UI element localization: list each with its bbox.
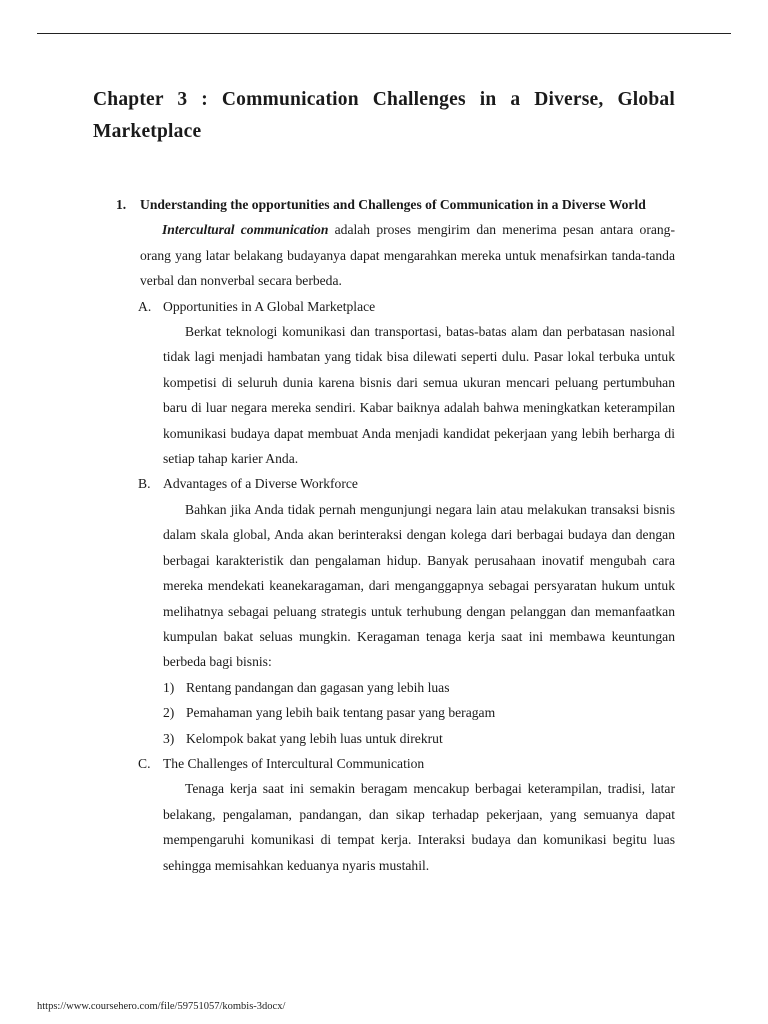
subsection-a-heading [138, 294, 675, 319]
list-item-number: 3) [163, 730, 175, 746]
subsection-a-title: Opportunities in A Global Marketplace [163, 298, 376, 314]
list-item-text: Rentang pandangan dan gagasan yang lebih luas [186, 679, 450, 695]
subsection-b-title: Advantages of a Diverse Workforce [163, 476, 358, 492]
subsection-a [138, 294, 675, 472]
section-1-intro [140, 217, 675, 293]
document-page [93, 84, 675, 878]
subsection-b-body: Bahkan jika Anda tidak pernah mengunjungi negara lain atau melakukan transaksi bisnis dalam skala global, Anda akan berinteraksi dengan kolega dari berbagai budaya dan dengan berbagai karakteristik dan pengalaman hidup. Banyak perusahaan inovatif mengubah cara mereka mendekati keanekaragaman, dari menganggapnya sebagai persyaratan hukum untuk melihatnya sebagai peluang strategis untuk terhubung dengan pelanggan dan memanfaatkan kumpulan bakat seluas mungkin. Keragaman tenaga kerja saat ini membawa keuntungan berbeda bagi bisnis: [163, 501, 675, 670]
list-item-text: Pemahaman yang lebih baik tentang pasar yang beragam [186, 705, 496, 721]
subsection-b-heading [138, 471, 675, 496]
subsection-a-body: Berkat teknologi komunikasi dan transportasi, batas-batas alam dan perbatasan nasional tidak lagi menjadi hambatan yang tidak bisa dilewati seperti dulu. Pasar lokal terbuka untuk kompetisi di seluruh dunia karena bisnis dari semua ukuran mencari peluang pertumbuhan baru di luar negara mereka sendiri. Kabar baiknya adalah bahwa meningkatkan keterampilan komunikasi budaya dapat membuat Anda menjadi kandidat pekerjaan yang lebih berharga di setiap tahap karier Anda. [163, 324, 675, 467]
advantages-list [163, 675, 675, 751]
list-item [163, 726, 675, 751]
subsection-c [138, 751, 675, 878]
subsection-c-title: The Challenges of Intercultural Communication [163, 755, 425, 771]
subsection-c-body: Tenaga kerja saat ini semakin beragam mencakup berbagai keterampilan, tradisi, latar belakang, pengalaman, pandangan, dan sikap terhadap pekerjaan, yang semuanya dapat mempengaruhi komunikasi di tempat kerja. Interaksi budaya dan komunikasi begitu luas sehingga memisahkan keduanya nyaris mustahil. [163, 781, 675, 873]
header-rule [37, 33, 731, 34]
chapter-title: Chapter 3 : Communication Challenges in a Diverse, Global Marketplace [93, 89, 675, 142]
list-item-number: 1) [163, 679, 175, 695]
subsection-c-heading [138, 751, 675, 776]
subsection-b [138, 471, 675, 750]
intro-text: adalah proses mengirim dan menerima pesan antara orang-orang yang latar belakang budayanya dapat mengarahkan mereka untuk menafsirkan tanda-tanda verbal dan nonverbal secara berbeda. [140, 222, 675, 289]
subsection-a-letter: A. [138, 298, 152, 314]
section-1-title: Understanding the opportunities and Challenges of Communication in a Diverse World [140, 197, 646, 212]
section-1 [93, 192, 675, 878]
list-item-number: 2) [163, 705, 175, 721]
list-item [163, 700, 675, 725]
list-item-text: Kelompok bakat yang lebih luas untuk direkrut [186, 730, 443, 746]
list-item [163, 675, 675, 700]
footer-url[interactable]: https://www.coursehero.com/file/59751057/kombis-3docx/ [37, 1001, 286, 1012]
subsection-c-letter: C. [138, 755, 151, 771]
section-1-number: 1. [116, 197, 127, 212]
intro-term: Intercultural communication [162, 222, 329, 238]
subsection-b-letter: B. [138, 476, 151, 492]
section-1-heading [93, 192, 675, 217]
